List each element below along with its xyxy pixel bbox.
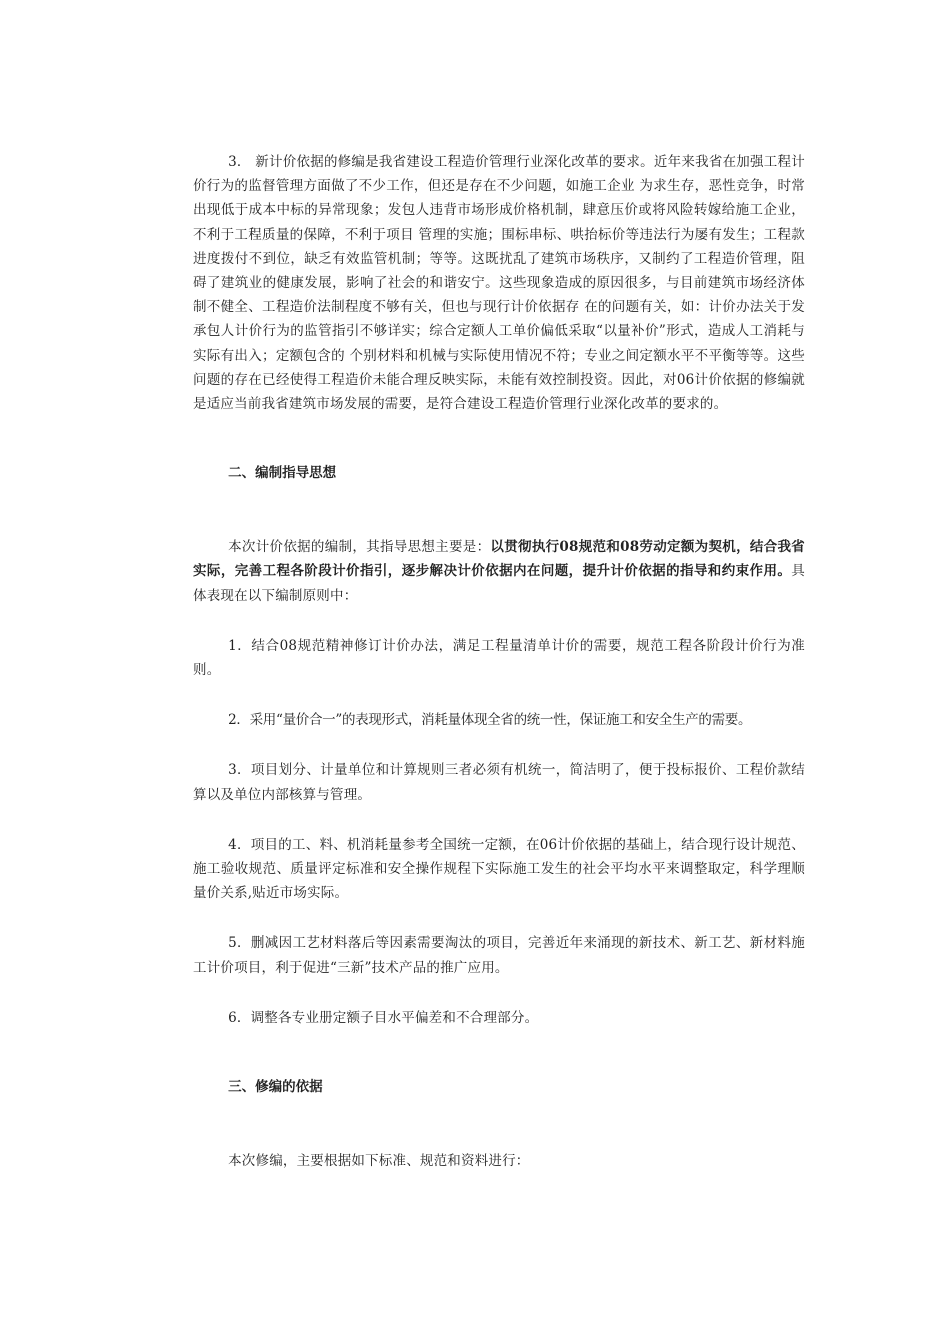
spacer bbox=[193, 1099, 805, 1149]
principle-item: 5．删减因工艺材料落后等因素需要淘汰的项目，完善近年来涌现的新技术、新工艺、新材料施工计价项目，利于促进“三新”技术产品的推广应用。 bbox=[193, 935, 805, 976]
spacer bbox=[193, 905, 805, 931]
principle-item: 6．调整各专业册定额子目水平偏差和不合理部分。 bbox=[228, 1009, 539, 1026]
spacer bbox=[193, 980, 805, 1006]
intro-bold-text: 以贯彻执行08规范和08劳动定额为契机，结合我省实际，完善工程各阶段计价指引，逐步解决计价依据内在问题，提升计价依据的指导和约束作用。 bbox=[193, 539, 805, 580]
paragraph-item-3: 3． 新计价依据的修编是我省建设工程造价管理行业深化改革的要求。近年来我省在加强工程计价行为的监督管理方面做了不少工作，但还是存在不少问题，如施工企业 为求生存，恶性竞争，时常出现低于成本中标的异常现象；发包人违背市场形成价格机制，肆意压价或将风险转嫁给施工企业，不利于工程质量的保障，不利于项目 管理的实施；围标串标、哄抬标价等违法行为屡有发生；工程款进度拨付不到位，缺乏有效监管机制；等等。这既扰乱了建筑市场秩序，又制约了工程造价管理，阻 碍了建筑业的健康发展，影响了社会的和谐安宁。这些现象造成的原因很多，与目前建筑市场经济体制不健全、工程造价法制程度不够有关，但也与现行计价依据存 在的问题有关，如：计价办法关于发承包人计价行为的监管指引不够详实；综合定额人工单价偏低采取“以量补价”形式，造成人工消耗与实际有出入；定额包含的 个别材料和机械与实际使用情况不符；专业之间定额水平不平衡等等。这些问题的存在已经使得工程造价未能合理反映实际，未能有效控制投资。因此，对06计价依据的修编就是适应当前我省建筑市场发展的需要，是符合建设工程造价管理行业深化改革的要求的。 bbox=[193, 154, 805, 413]
section-2-intro bbox=[193, 535, 805, 608]
principle-item: 3．项目划分、计量单位和计算规则三者必须有机统一，简洁明了，便于投标报价、工程价款结算以及单位内部核算与管理。 bbox=[193, 762, 805, 803]
spacer bbox=[193, 732, 805, 758]
intro-suffix: 具体表现在以下编制原则中： bbox=[193, 563, 805, 604]
spacer bbox=[193, 1030, 805, 1075]
spacer bbox=[193, 682, 805, 708]
section-heading-2: 二、编制指导思想 bbox=[228, 465, 337, 482]
principle-item: 1．结合08规范精神修订计价办法，满足工程量清单计价的需要，规范工程各阶段计价行为准则。 bbox=[193, 637, 805, 679]
intro-prefix: 本次计价依据的编制，其指导思想主要是： bbox=[228, 539, 491, 556]
principle-item: 2．采用“量价合一”的表现形式，消耗量体现全省的统一性，保证施工和安全生产的需要。 bbox=[228, 712, 752, 729]
section-heading-3: 三、修编的依据 bbox=[228, 1079, 323, 1096]
spacer bbox=[193, 608, 805, 634]
spacer bbox=[193, 485, 805, 535]
spacer bbox=[193, 416, 805, 461]
document-page bbox=[193, 150, 805, 1173]
principle-item: 4．项目的工、料、机消耗量参考全国统一定额，在06计价依据的基础上，结合现行设计规范、施工验收规范、质量评定标准和安全操作规程下实际施工发生的社会平均水平来调整取定，科学理顺量价关系,贴近市场实际。 bbox=[193, 836, 805, 902]
section-3-intro: 本次修编，主要根据如下标准、规范和资料进行： bbox=[228, 1153, 530, 1170]
spacer bbox=[193, 807, 805, 833]
